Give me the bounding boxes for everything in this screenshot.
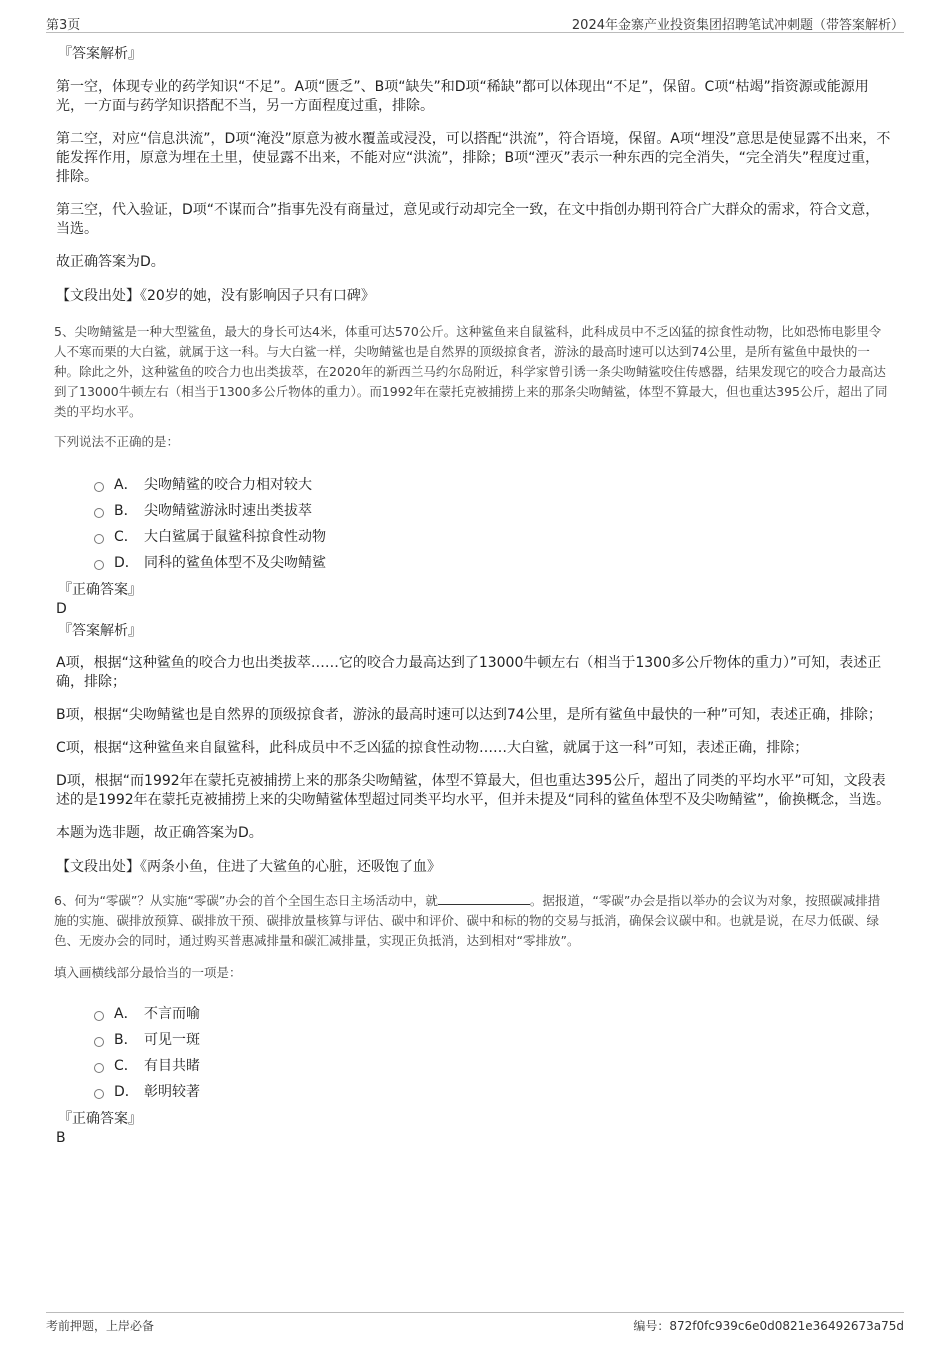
radio-icon[interactable]	[94, 1011, 104, 1021]
q4-analysis-para-1: 第一空，体现专业的药学知识“不足”。A项“匮乏”、B项“缺失”和D项“稀缺”都可以体现出“不足”，保留。C项“枯竭”指资源或能源用光，一方面与药学知识搭配不当，另一方面程度过重，排除。	[56, 79, 869, 114]
q5-correct-answer: D	[56, 601, 67, 617]
q5-prompt: 下列说法不正确的是：	[54, 434, 180, 449]
q4-source: 【文段出处】《20岁的她，没有影响因子只有口碑》	[56, 288, 375, 304]
q5-passage: 5、尖吻鲭鲨是一种大型鲨鱼，最大的身长可达4米，体重可达570公斤。这种鲨鱼来自鼠鲨科，此科成员中不乏凶猛的掠食性动物，比如恐怖电影里令人不寒而栗的大白鲨，就属于这一科。与大白鲨一样，尖吻鲭鲨也是自然界的顶级掠食者，游泳的最高时速可以达到74公里，是所有鲨鱼中最快的一种。除此之外，这种鲨鱼的咬合力也出类拔萃，在2020年的新西兰马约尔岛附近，科学家曾引诱一条尖吻鲭鲨咬住传感器，结果发现它的咬合力最高达到了13000牛顿左右（相当于1300多公斤物体的重力）。而1992年在蒙托克被捕捞上来的那条尖吻鲭鲨，体型不算最大，但也重达395公斤，超出了同类的平均水平。	[54, 324, 888, 419]
q6-option-c[interactable]: C． 有目共睹	[94, 1053, 892, 1079]
q6-options	[94, 1001, 892, 1105]
footer-slogan: 考前押题，上岸必备	[46, 1319, 155, 1333]
page-number: 第3页	[46, 18, 81, 33]
q6-prompt: 填入画横线部分最恰当的一项是：	[54, 965, 242, 980]
page-footer	[46, 1312, 904, 1333]
radio-icon[interactable]	[94, 1063, 104, 1073]
q6-correct-answer: B	[56, 1130, 66, 1146]
radio-icon[interactable]	[94, 482, 104, 492]
q5-analysis-c: C项，根据“这种鲨鱼来自鼠鲨科，此科成员中不乏凶猛的掠食性动物……大白鲨，就属于这一科”可知，表述正确，排除；	[56, 740, 809, 756]
radio-icon[interactable]	[94, 1089, 104, 1099]
q5-option-b[interactable]: B． 尖吻鲭鲨游泳时速出类拔萃	[94, 498, 892, 524]
q5-option-c[interactable]: C． 大白鲨属于鼠鲨科掠食性动物	[94, 524, 892, 550]
q5-option-a[interactable]: A． 尖吻鲭鲨的咬合力相对较大	[94, 472, 892, 498]
q6-option-d[interactable]: D． 彰明较著	[94, 1079, 892, 1105]
q4-analysis-label: 『答案解析』	[58, 46, 142, 62]
page-content	[56, 44, 892, 1148]
q5-analysis-b: B项，根据“尖吻鲭鲨也是自然界的顶级掠食者，游泳的最高时速可以达到74公里，是所有鲨鱼中最快的一种”可知，表述正确，排除；	[56, 707, 882, 723]
radio-icon[interactable]	[94, 560, 104, 570]
q5-conclusion: 本题为选非题，故正确答案为D。	[56, 825, 263, 841]
page-header	[46, 14, 904, 33]
q4-analysis-para-3: 第三空，代入验证，D项“不谋而合”指事先没有商量过，意见或行动却完全一致，在文中指创办期刊符合广大群众的需求，符合文意，当选。	[56, 202, 880, 237]
q6-correct-label: 『正确答案』	[58, 1111, 142, 1127]
q6-option-a[interactable]: A． 不言而喻	[94, 1001, 892, 1027]
q5-option-d[interactable]: D． 同科的鲨鱼体型不及尖吻鲭鲨	[94, 550, 892, 576]
document-id: 编号：872f0fc939c6e0d0821e36492673a75d	[633, 1319, 904, 1333]
q5-source: 【文段出处】《两条小鱼，住进了大鲨鱼的心脏，还吸饱了血》	[56, 859, 441, 875]
q5-analysis-label: 『答案解析』	[58, 623, 142, 639]
radio-icon[interactable]	[94, 508, 104, 518]
q4-analysis-para-2: 第二空，对应“信息洪流”，D项“淹没”原意为被水覆盖或浸没，可以搭配“洪流”，符合语境，保留。A项“埋没”意思是使显露不出来，不能发挥作用，原意为埋在土里，使显露不出来，不能对应“洪流”，排除；B项“湮灭”表示一种东西的完全消失，“完全消失”程度过重，排除。	[56, 131, 891, 185]
q6-passage: 6、何为“零碳”？从实施“零碳”办会的首个全国生态日主场活动中，就 。据报道，“零碳”办会是指以举办的会议为对象，按照碳减排措施的实施、碳排放预算、碳排放干预、碳排放量核算与评估、碳中和评价、碳中和标的物的交易与抵消，确保会议碳中和。也就是说，在尽力低碳、绿色、无废办会的同时，通过购买普惠减排量和碳汇减排量，实现正负抵消，达到相对“零排放”。	[54, 893, 881, 948]
document-title: 2024年金寨产业投资集团招聘笔试冲刺题（带答案解析）	[571, 18, 904, 33]
radio-icon[interactable]	[94, 1037, 104, 1047]
radio-icon[interactable]	[94, 534, 104, 544]
q6-option-b[interactable]: B． 可见一斑	[94, 1027, 892, 1053]
q5-analysis-d: D项，根据“而1992年在蒙托克被捕捞上来的那条尖吻鲭鲨，体型不算最大，但也重达395公斤，超出了同类的平均水平”可知，文段表述的是1992年在蒙托克被捕捞上来的尖吻鲭鲨体型超过同类平均水平，但并未提及“同科的鲨鱼体型不及尖吻鲭鲨”，偷换概念，当选。	[56, 773, 891, 808]
q5-correct-label: 『正确答案』	[58, 582, 142, 598]
q5-options	[94, 472, 892, 576]
fill-blank	[438, 892, 530, 905]
q5-analysis-a: A项，根据“这种鲨鱼的咬合力也出类拔萃……它的咬合力最高达到了13000牛顿左右（相当于1300多公斤物体的重力）”可知，表述正确，排除；	[56, 655, 882, 690]
q4-conclusion: 故正确答案为D。	[56, 254, 165, 270]
